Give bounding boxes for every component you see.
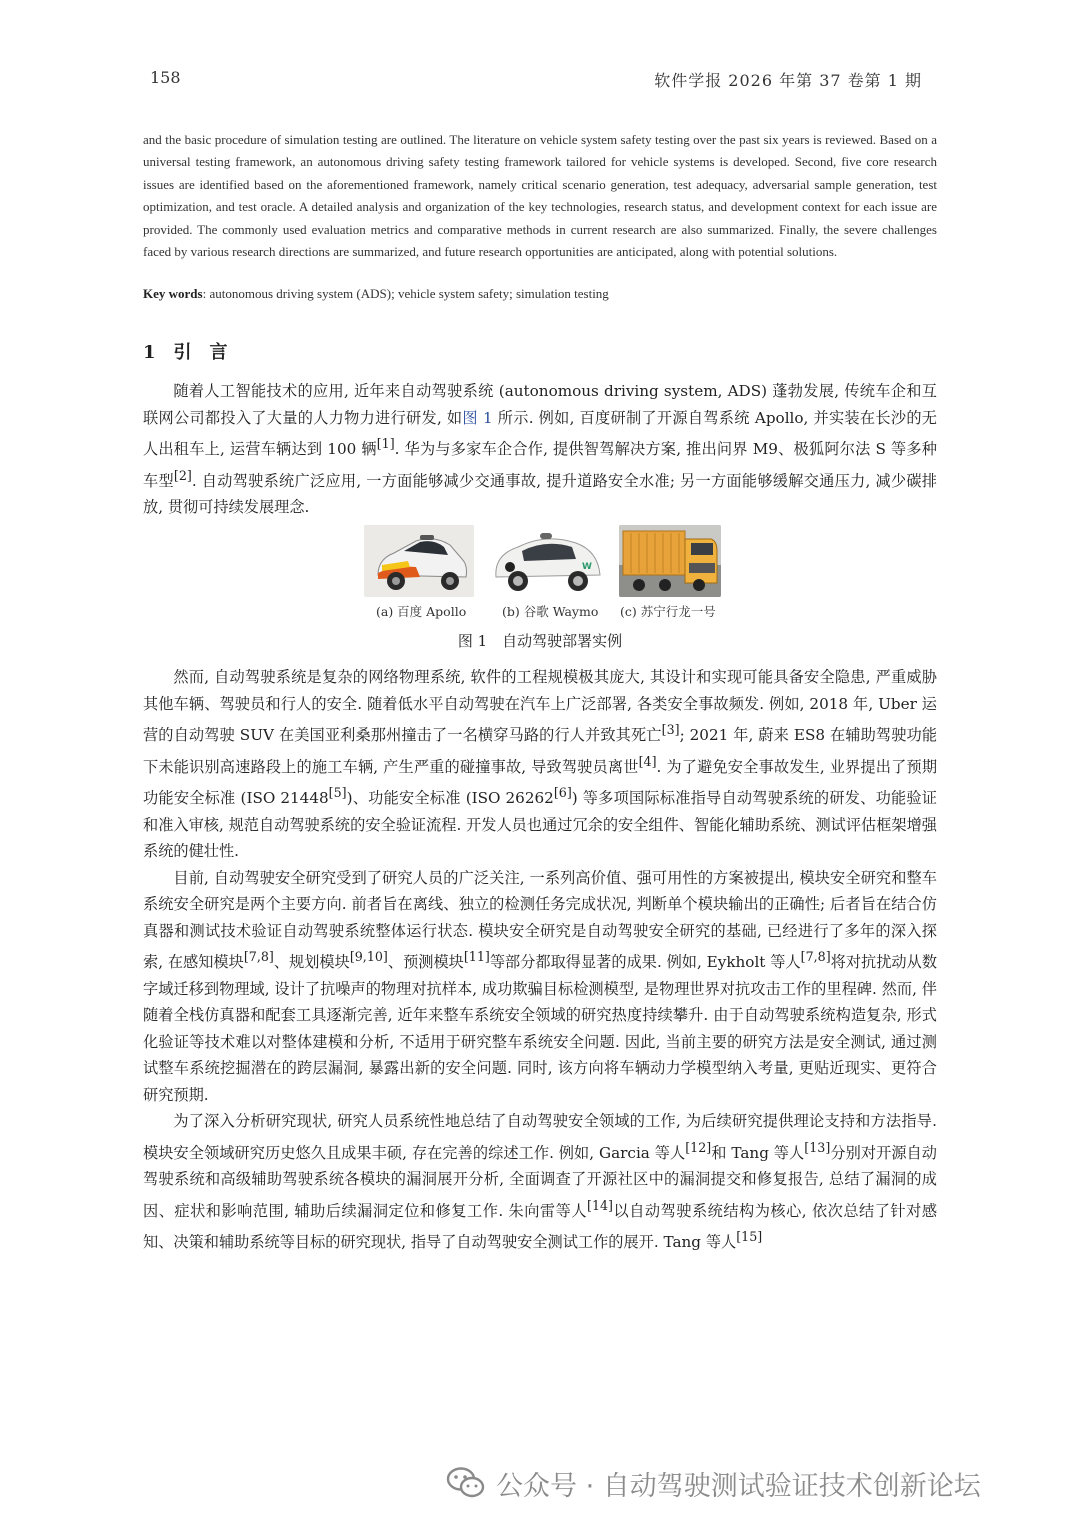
text-run: ) 等多项国际标准指导自动驾驶系统的研发、功能验证和准入审核, 规范自动驾驶系统的安全验证流程. 开发人员也通过冗余的安全组件、智能化辅助系统、测试评估框架增强系统的健壮性. <box>143 789 937 861</box>
keywords-line <box>143 286 609 302</box>
citation[interactable]: [5] <box>328 785 347 801</box>
section-heading <box>143 338 246 364</box>
citation[interactable]: [11] <box>463 949 490 965</box>
citation[interactable]: [7,8] <box>800 949 831 965</box>
text-run: 等部分都取得显著的成果. 例如, Eykholt 等人 <box>489 953 801 972</box>
figure-link[interactable]: 图 1 <box>462 408 493 427</box>
citation[interactable]: [12] <box>685 1139 712 1155</box>
citation[interactable]: [3] <box>661 722 680 737</box>
text-run: 以自动驾驶系统结构为核心, 依次总结了针对感知、决策和辅助系统等目标的研究现状, 指导了自动驾驶安全测试工作的展开. Tang 等人 <box>143 1201 938 1252</box>
intro-paragraph <box>143 378 937 521</box>
keywords-text: : autonomous driving system (ADS); vehicle system safety; simulation testing <box>202 286 609 301</box>
text-run: 然而, 自动驾驶系统是复杂的网络物理系统, 软件的工程规模极其庞大, 其设计和实现可能具备安全隐患, 严重威胁其他车辆、驾驶员和行人的安全. 随着低水平自动驾驶在汽车上广泛部署, 各类安全事故频发. 例如, 2018 年, Uber 运营的自动驾驶 SUV 在美国亚利桑那州撞击了一名横穿马路的行人并致其死亡 <box>143 668 937 745</box>
citation[interactable]: [14] <box>587 1197 613 1213</box>
citation[interactable]: [7,8] <box>243 949 274 965</box>
text-run: 、预测模块 <box>387 953 464 972</box>
text-run: . 为了避免安全事故发生, 业界提出了预期功能安全标准 (ISO 21448 <box>143 757 938 808</box>
text-run: 、规划模块 <box>273 953 350 972</box>
page-number: 158 <box>150 68 181 87</box>
text-run: . 自动驾驶系统广泛应用, 一方面能够减少交通事故, 提升道路安全水准; 另一方面能够缓解交通压力, 减少碳排放, 贯彻可持续发展理念. <box>143 471 937 517</box>
keywords-label: Key words <box>143 286 203 301</box>
text-run: )、功能安全标准 (ISO 26262 <box>346 789 554 808</box>
paragraph <box>143 1108 937 1256</box>
subcaption-b: (b) 谷歌 Waymo <box>502 604 599 619</box>
text-run: ; 2021 年, 蔚来 ES8 在辅助驾驶功能下未能识别高速路段上的施工车辆, 产生严重的碰撞事故, 导致驾驶员离世 <box>143 726 938 776</box>
subcaption-c: (c) 苏宁行龙一号 <box>620 604 716 619</box>
text-run: . 华为与多家车企合作, 提供智驾解决方案, 推出问界 M9、极狐阿尔法 S 等多种车型 <box>143 440 937 490</box>
paragraph <box>143 664 937 865</box>
wechat-watermark <box>446 1463 981 1503</box>
citation[interactable]: [13] <box>804 1139 831 1155</box>
section-number: 1 <box>143 342 156 363</box>
text-run: 和 Tang 等人 <box>711 1143 805 1162</box>
text-run: 分别对开源自动驾驶系统和高级辅助驾驶系统各模块的漏洞展开分析, 全面调查了开源社区中的漏洞提交和修复报告, 总结了漏洞的成因、症状和影响范围, 辅助后续漏洞定位和修复工作. 朱向雷等人 <box>143 1143 937 1220</box>
subcaption-a: (a) 百度 Apollo <box>376 604 467 619</box>
text-run: 为了深入分析研究现状, 研究人员系统性地总结了自动驾驶安全领域的工作, 为后续研究提供理论支持和方法指导. 模块安全领域研究历史悠久且成果丰硕, 存在完善的综述工作. 例如, Garcia 等人 <box>143 1112 937 1162</box>
svg-text:W: W <box>582 562 592 572</box>
watermark-text: 公众号 · 自动驾驶测试验证技术创新论坛 <box>496 1470 981 1502</box>
wechat-icon <box>446 1466 486 1500</box>
text-run: 所示. 例如, 百度研制了开源自驾系统 Apollo, 并实装在长沙的无人出租车上, 运营车辆达到 100 辆 <box>143 408 937 459</box>
citation[interactable]: [4] <box>638 753 657 769</box>
text-run: 将对抗扰动从数字域迁移到物理域, 设计了抗噪声的物理对抗样本, 成功欺骗目标检测模型, 是物理世界对抗攻击工作的里程碑. 然而, 伴随着全栈仿真器和配套工具逐渐完善, 近年来整车系统安全领域的研究热度持续攀升. 由于自动驾驶系统构造复杂, 形式化验证等技术难以对整体建模和分析, 不适用于研究整车系统安全问题. 因此, 当前主要的研究方法是安全测试, 通过测试整车系统挖掘潜在的跨层漏洞, 暴露出新的安全问题. 同时, 该方向将车辆动力学模型纳入考量, 更贴近现实、更符合研究预期. <box>143 953 938 1104</box>
truck-photo <box>619 525 721 597</box>
citation[interactable]: [9,10] <box>349 949 388 965</box>
apollo-car-photo <box>364 525 474 597</box>
text-run: 随着人工智能技术的应用, 近年来自动驾驶系统 (autonomous driving system, ADS) 蓬勃发展, 传统车企和互联网公司都投入了大量的人力物力进行研发, 如 <box>143 382 937 427</box>
journal-header: 软件学报 2026 年第 37 卷第 1 期 <box>654 71 922 90</box>
citation[interactable]: [1] <box>376 436 395 451</box>
abstract-text: and the basic procedure of simulation testing are outlined. The literature on vehicle system safety testing over the past six years is reviewed. Based on a universal testing framework, an autonomous driving safety testing framework tailored for vehicle systems is developed. Second, five core research issues are identified based on the aforementioned framework, namely critical scenario generation, test adequacy, adversarial sample generation, test optimization, and test oracle. A detailed analysis and organization of the key technologies, research status, and development context for each issue are provided. The commonly used evaluation metrics and comparative methods in current research are also summarized. Finally, the severe challenges faced by various research directions are summarized, and future research opportunities are anticipated, along with potential solutions. <box>143 132 937 260</box>
waymo-car-photo <box>488 525 606 597</box>
figure-caption: 图 1 自动驾驶部署实例 <box>457 632 623 650</box>
citation[interactable]: [6] <box>553 785 572 801</box>
citation[interactable]: [15] <box>736 1229 763 1245</box>
section-title: 引 言 <box>173 342 228 363</box>
text-run: 目前, 自动驾驶安全研究受到了研究人员的广泛关注, 一系列高价值、强可用性的方案被提出, 模块安全研究和整车系统安全研究是两个主要方向. 前者旨在离线、独立的检测任务完成状况, 判断单个模块输出的正确性; 后者旨在结合仿真器和测试技术验证自动驾驶系统整体运行状态. 模块安全研究是自动驾驶安全研究的基础, 已经进行了多年的深入探索, 在感知模块 <box>143 868 937 972</box>
body-paragraphs <box>143 664 937 1256</box>
paragraph <box>143 865 937 1109</box>
citation[interactable]: [2] <box>173 467 192 483</box>
